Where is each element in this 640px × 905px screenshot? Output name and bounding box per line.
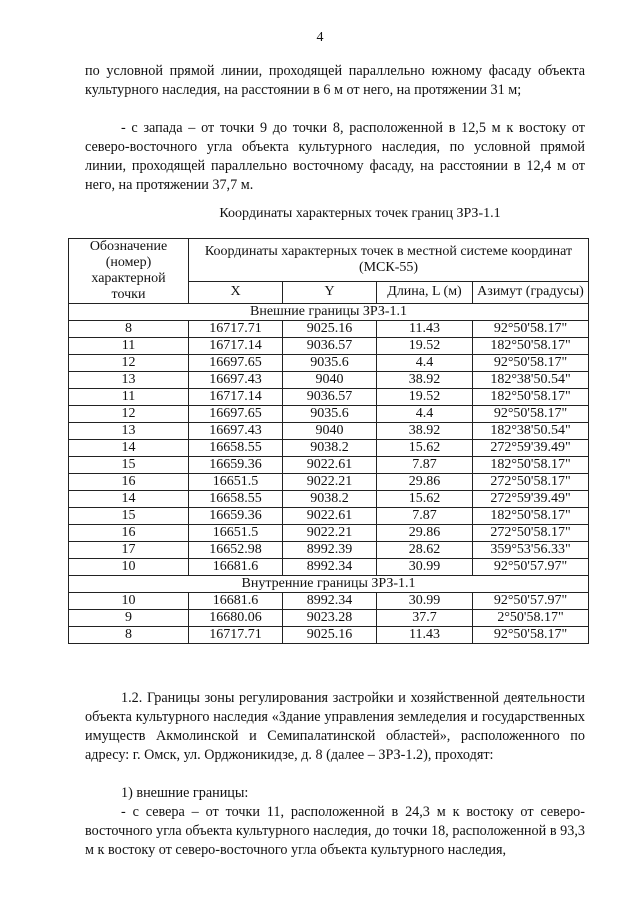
cell-point: 8 [69,321,189,338]
cell-azimuth: 182°50'58.17" [473,389,589,406]
cell-point: 10 [69,593,189,610]
cell-point: 13 [69,372,189,389]
cell-y: 9036.57 [283,389,377,406]
cell-azimuth: 92°50'58.17" [473,355,589,372]
cell-point: 10 [69,559,189,576]
cell-azimuth: 272°59'39.49" [473,440,589,457]
cell-point: 8 [69,627,189,644]
paragraph-west-boundary: - с запада – от точки 9 до точки 8, расположенной в 12,5 м к востоку от северо-восточного угла объекта культурного наследия, по условной прямой линии, проходящей параллельно восточному фасаду, на расстоянии в 12,4 м от него, на протяжении 37,7 м. [85,120,585,193]
cell-y: 9038.2 [283,440,377,457]
cell-x: 16681.6 [189,593,283,610]
cell-y: 9025.16 [283,321,377,338]
cell-x: 16697.43 [189,423,283,440]
cell-length: 4.4 [377,406,473,423]
cell-point: 11 [69,338,189,355]
cell-point: 14 [69,491,189,508]
cell-length: 4.4 [377,355,473,372]
table-row [69,559,589,576]
cell-x: 16680.06 [189,610,283,627]
cell-point: 12 [69,406,189,423]
cell-azimuth: 2°50'58.17" [473,610,589,627]
cell-length: 30.99 [377,559,473,576]
table-row [69,338,589,355]
cell-length: 7.87 [377,508,473,525]
cell-x: 16717.14 [189,389,283,406]
cell-length: 37.7 [377,610,473,627]
header-y: Y [283,281,377,303]
cell-y: 9025.16 [283,627,377,644]
header-length: Длина, L (м) [377,281,473,303]
table-row [69,372,589,389]
cell-azimuth: 272°50'58.17" [473,474,589,491]
cell-length: 28.62 [377,542,473,559]
cell-azimuth: 92°50'57.97" [473,593,589,610]
cell-length: 15.62 [377,491,473,508]
cell-point: 13 [69,423,189,440]
table-row [69,525,589,542]
cell-azimuth: 92°50'58.17" [473,406,589,423]
table-row [69,508,589,525]
table-row [69,474,589,491]
cell-azimuth: 92°50'58.17" [473,321,589,338]
cell-azimuth: 182°50'58.17" [473,457,589,474]
cell-x: 16697.65 [189,355,283,372]
paragraph-section-1-2: 1.2. Границы зоны регулирования застройки и хозяйственной деятельности объекта культурного наследия «Здание управления земледелия и государственных имуществ Акмолинской и Семипалатинской областей», расположенного по адресу: г. Омск, ул. Орджоникидзе, д. 8 (далее – ЗРЗ-1.2), проходят: [85,690,585,763]
coordinates-table [68,238,589,644]
table-row [69,593,589,610]
cell-y: 9022.61 [283,457,377,474]
cell-y: 9040 [283,423,377,440]
cell-azimuth: 182°38'50.54" [473,423,589,440]
cell-y: 9035.6 [283,406,377,423]
table-row [69,321,589,338]
cell-x: 16659.36 [189,457,283,474]
cell-x: 16651.5 [189,525,283,542]
table-row [69,542,589,559]
paragraph-outer-boundaries: 1) внешние границы: [121,785,249,801]
cell-azimuth: 182°50'58.17" [473,338,589,355]
cell-length: 11.43 [377,627,473,644]
table-row [69,627,589,644]
table-row [69,610,589,627]
cell-point: 11 [69,389,189,406]
cell-length: 19.52 [377,389,473,406]
cell-length: 11.43 [377,321,473,338]
cell-x: 16681.6 [189,559,283,576]
table-row [69,423,589,440]
outer-section-title: Внешние границы ЗРЗ-1.1 [69,304,589,321]
cell-length: 7.87 [377,457,473,474]
cell-azimuth: 272°50'58.17" [473,525,589,542]
cell-length: 29.86 [377,525,473,542]
cell-y: 8992.34 [283,559,377,576]
cell-point: 14 [69,440,189,457]
cell-length: 38.92 [377,423,473,440]
cell-y: 9038.2 [283,491,377,508]
cell-y: 8992.34 [283,593,377,610]
cell-y: 9023.28 [283,610,377,627]
cell-azimuth: 182°50'58.17" [473,508,589,525]
paragraph-north-boundary: - с севера – от точки 11, расположенной в 24,3 м к востоку от северо-восточного угла объекта культурного наследия, до точки 18, расположенной в 93,3 м к востоку от северо-восточного угла объекта культурного наследия, [85,804,585,858]
header-coords: Координаты характерных точек в местной системе координат (МСК-55) [189,239,589,282]
cell-x: 16717.71 [189,321,283,338]
paragraph-continuation: по условной прямой линии, проходящей параллельно южному фасаду объекта культурного наследия, на расстоянии в 6 м от него, на протяжении 31 м; [85,63,585,98]
cell-length: 29.86 [377,474,473,491]
header-azimuth: Азимут (градусы) [473,281,589,303]
cell-y: 9022.21 [283,525,377,542]
page-number: 4 [316,30,324,45]
cell-azimuth: 359°53'56.33" [473,542,589,559]
table-row [69,355,589,372]
cell-x: 16651.5 [189,474,283,491]
cell-y: 9022.21 [283,474,377,491]
cell-length: 38.92 [377,372,473,389]
table-row [69,389,589,406]
header-point: Обозначение (номер) характерной точки [69,239,189,304]
table-caption: Координаты характерных точек границ ЗРЗ-1.1 [219,206,501,221]
cell-azimuth: 182°38'50.54" [473,372,589,389]
cell-point: 16 [69,525,189,542]
cell-x: 16658.55 [189,440,283,457]
cell-point: 16 [69,474,189,491]
cell-azimuth: 92°50'58.17" [473,627,589,644]
cell-y: 9040 [283,372,377,389]
cell-point: 15 [69,457,189,474]
inner-section-title: Внутренние границы ЗРЗ-1.1 [69,576,589,593]
table-row [69,406,589,423]
cell-x: 16717.71 [189,627,283,644]
cell-x: 16658.55 [189,491,283,508]
cell-azimuth: 272°59'39.49" [473,491,589,508]
cell-length: 30.99 [377,593,473,610]
cell-x: 16697.43 [189,372,283,389]
header-x: X [189,281,283,303]
cell-x: 16659.36 [189,508,283,525]
cell-point: 17 [69,542,189,559]
cell-x: 16652.98 [189,542,283,559]
cell-y: 9022.61 [283,508,377,525]
cell-length: 19.52 [377,338,473,355]
table-row [69,457,589,474]
cell-point: 15 [69,508,189,525]
cell-point: 12 [69,355,189,372]
cell-azimuth: 92°50'57.97" [473,559,589,576]
table-row [69,440,589,457]
cell-point: 9 [69,610,189,627]
cell-length: 15.62 [377,440,473,457]
cell-y: 8992.39 [283,542,377,559]
cell-y: 9036.57 [283,338,377,355]
cell-y: 9035.6 [283,355,377,372]
cell-x: 16717.14 [189,338,283,355]
table-row [69,491,589,508]
cell-x: 16697.65 [189,406,283,423]
